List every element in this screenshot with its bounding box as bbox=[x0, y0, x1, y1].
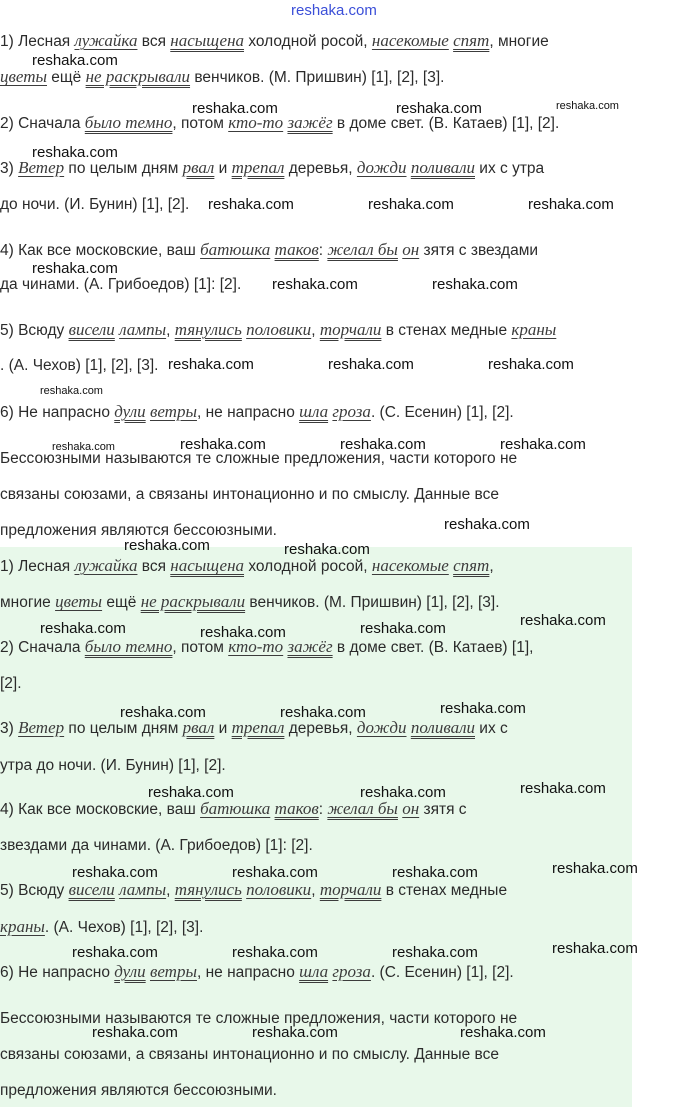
watermark: reshaka.com bbox=[32, 260, 118, 277]
watermark: reshaka.com bbox=[52, 441, 115, 453]
answer-sentence-5-line-1: 5) Всюду висели лампы, тянулись половики, торчали в стенах медные bbox=[0, 880, 508, 899]
predicate: желал бы bbox=[327, 240, 398, 259]
watermark: reshaka.com bbox=[552, 940, 638, 957]
watermark: reshaka.com bbox=[340, 436, 426, 453]
watermark: reshaka.com bbox=[40, 385, 103, 397]
predicate: насыщена bbox=[170, 556, 245, 575]
watermark: reshaka.com bbox=[520, 780, 606, 797]
sentence-6: 6) Не напрасно дули ветры, не напрасно шла гроза. (С. Есенин) [1], [2]. bbox=[0, 402, 514, 421]
subject: батюшка bbox=[200, 240, 271, 259]
sentence-5-line-2: . (А. Чехов) [1], [2], [3]. bbox=[0, 357, 159, 374]
subject: ветры bbox=[149, 402, 197, 421]
predicate: не раскрывали bbox=[140, 592, 246, 611]
watermark: reshaka.com bbox=[200, 624, 286, 641]
predicate: таков bbox=[274, 240, 319, 259]
predicate: дули bbox=[114, 962, 146, 981]
watermark: reshaka.com bbox=[500, 436, 586, 453]
answer-sentence-1-line-1: 1) Лесная лужайка вся насыщена холодной росой, насекомые спят, bbox=[0, 556, 494, 575]
answer-conclusion-line-1: Бессоюзными называются те сложные предложения, части которого не bbox=[0, 1010, 518, 1027]
subject: лампы bbox=[119, 320, 167, 339]
subject: гроза bbox=[332, 962, 371, 981]
subject: ветры bbox=[149, 962, 197, 981]
predicate: не раскрывали bbox=[85, 67, 191, 86]
predicate: висели bbox=[68, 880, 115, 899]
watermark: reshaka.com bbox=[32, 52, 118, 69]
watermark: reshaka.com bbox=[460, 1024, 546, 1041]
site-watermark-top: reshaka.com bbox=[291, 2, 377, 19]
subject: краны bbox=[511, 320, 557, 339]
watermark: reshaka.com bbox=[124, 537, 210, 554]
subject: половики bbox=[246, 880, 312, 899]
sentence-4-line-2: да чинами. (А. Грибоедов) [1]: [2]. bbox=[0, 276, 242, 293]
predicate: поливали bbox=[410, 718, 475, 737]
subject: батюшка bbox=[200, 799, 271, 818]
predicate: торчали bbox=[319, 880, 382, 899]
answer-sentence-2-line-1: 2) Сначала было темно, потом кто-то зажёг в доме свет. (В. Катаев) [1], bbox=[0, 637, 534, 656]
predicate: насыщена bbox=[170, 31, 245, 50]
watermark: reshaka.com bbox=[72, 944, 158, 961]
answer-sentence-6: 6) Не напрасно дули ветры, не напрасно шла гроза. (С. Есенин) [1], [2]. bbox=[0, 962, 514, 981]
watermark: reshaka.com bbox=[232, 944, 318, 961]
watermark: reshaka.com bbox=[32, 144, 118, 161]
predicate: рвал bbox=[182, 158, 215, 177]
predicate: зажёг bbox=[287, 637, 333, 656]
subject: половики bbox=[246, 320, 312, 339]
predicate: было темно bbox=[84, 113, 173, 132]
subject: дожди bbox=[356, 158, 407, 177]
watermark: reshaka.com bbox=[180, 436, 266, 453]
watermark: reshaka.com bbox=[40, 620, 126, 637]
subject: он bbox=[402, 240, 420, 259]
subject: лужайка bbox=[74, 31, 138, 50]
predicate: торчали bbox=[319, 320, 382, 339]
predicate: шла bbox=[299, 402, 329, 421]
answer-sentence-1-line-2: многие цветы ещё не раскрывали венчиков. (М. Пришвин) [1], [2], [3]. bbox=[0, 592, 500, 611]
watermark: reshaka.com bbox=[360, 620, 446, 637]
predicate: дули bbox=[114, 402, 146, 421]
answer-conclusion-line-2: связаны союзами, а связаны интонационно и по смыслу. Данные все bbox=[0, 1046, 499, 1063]
watermark: reshaka.com bbox=[440, 700, 526, 717]
answer-sentence-3-line-2: утра до ночи. (И. Бунин) [1], [2]. bbox=[0, 757, 226, 774]
watermark: reshaka.com bbox=[168, 356, 254, 373]
predicate: шла bbox=[299, 962, 329, 981]
watermark: reshaka.com bbox=[72, 864, 158, 881]
watermark: reshaka.com bbox=[392, 944, 478, 961]
predicate: тянулись bbox=[174, 320, 242, 339]
answer-sentence-4-line-2: звездами да чинами. (А. Грибоедов) [1]: [2]. bbox=[0, 837, 313, 854]
subject: дожди bbox=[356, 718, 407, 737]
watermark: reshaka.com bbox=[528, 196, 614, 213]
watermark: reshaka.com bbox=[556, 100, 619, 112]
watermark: reshaka.com bbox=[120, 704, 206, 721]
subject: лужайка bbox=[74, 556, 138, 575]
watermark: reshaka.com bbox=[444, 516, 530, 533]
watermark: reshaka.com bbox=[92, 1024, 178, 1041]
subject: кто-то bbox=[228, 113, 284, 132]
sentence-1-line-1: 1) Лесная лужайка вся насыщена холодной росой, насекомые спят, многие bbox=[0, 31, 549, 50]
predicate: зажёг bbox=[287, 113, 333, 132]
sentence-5-line-1: 5) Всюду висели лампы, тянулись половики, торчали в стенах медные краны bbox=[0, 320, 557, 339]
watermark: reshaka.com bbox=[360, 784, 446, 801]
predicate: поливали bbox=[410, 158, 475, 177]
subject: насекомые bbox=[371, 556, 449, 575]
subject: цветы bbox=[0, 67, 47, 86]
subject: гроза bbox=[332, 402, 371, 421]
sentence-3-line-2: до ночи. (И. Бунин) [1], [2]. bbox=[0, 196, 190, 213]
watermark: reshaka.com bbox=[284, 541, 370, 558]
predicate: висели bbox=[68, 320, 115, 339]
predicate: было темно bbox=[84, 637, 173, 656]
watermark: reshaka.com bbox=[488, 356, 574, 373]
answer-sentence-4-line-1: 4) Как все московские, ваш батюшка таков: желал бы он зятя с bbox=[0, 799, 467, 818]
conclusion-line-1: Бессоюзными называются те сложные предложения, части которого не bbox=[0, 450, 518, 467]
predicate: тянулись bbox=[174, 880, 242, 899]
subject: Ветер bbox=[18, 718, 65, 737]
watermark: reshaka.com bbox=[208, 196, 294, 213]
answer-sentence-3-line-1: 3) Ветер по целым дням рвал и трепал деревья, дожди поливали их с bbox=[0, 718, 508, 737]
watermark: reshaka.com bbox=[552, 860, 638, 877]
watermark: reshaka.com bbox=[328, 356, 414, 373]
subject: кто-то bbox=[228, 637, 284, 656]
sentence-3-line-1: 3) Ветер по целым дням рвал и трепал деревья, дожди поливали их с утра bbox=[0, 158, 545, 177]
predicate: рвал bbox=[182, 718, 215, 737]
watermark: reshaka.com bbox=[252, 1024, 338, 1041]
answer-sentence-2-line-2: [2]. bbox=[0, 675, 22, 692]
watermark: reshaka.com bbox=[392, 864, 478, 881]
predicate: спят bbox=[453, 556, 490, 575]
watermark: reshaka.com bbox=[432, 276, 518, 293]
watermark: reshaka.com bbox=[520, 612, 606, 629]
sentence-1-line-2: цветы ещё не раскрывали венчиков. (М. Пришвин) [1], [2], [3]. bbox=[0, 67, 445, 86]
sentence-2: 2) Сначала было темно, потом кто-то зажёг в доме свет. (В. Катаев) [1], [2]. bbox=[0, 113, 560, 132]
sentence-4-line-1: 4) Как все московские, ваш батюшка таков: желал бы он зятя с звездами bbox=[0, 240, 539, 259]
answer-sentence-5-line-2: краны. (А. Чехов) [1], [2], [3]. bbox=[0, 917, 204, 936]
predicate: трепал bbox=[231, 718, 285, 737]
watermark: reshaka.com bbox=[368, 196, 454, 213]
watermark: reshaka.com bbox=[280, 704, 366, 721]
predicate: спят bbox=[453, 31, 490, 50]
answer-conclusion-line-3: предложения являются бессоюзными. bbox=[0, 1082, 277, 1099]
watermark: reshaka.com bbox=[148, 784, 234, 801]
subject: цветы bbox=[55, 592, 103, 611]
predicate: таков bbox=[274, 799, 319, 818]
subject: насекомые bbox=[371, 31, 449, 50]
watermark: reshaka.com bbox=[192, 100, 278, 117]
watermark: reshaka.com bbox=[272, 276, 358, 293]
subject: он bbox=[402, 799, 420, 818]
predicate: желал бы bbox=[327, 799, 398, 818]
predicate: трепал bbox=[231, 158, 285, 177]
watermark: reshaka.com bbox=[232, 864, 318, 881]
subject: лампы bbox=[119, 880, 167, 899]
watermark: reshaka.com bbox=[396, 100, 482, 117]
subject: Ветер bbox=[18, 158, 65, 177]
conclusion-line-3: предложения являются бессоюзными. bbox=[0, 522, 277, 539]
subject: краны bbox=[0, 917, 45, 936]
conclusion-line-2: связаны союзами, а связаны интонационно и по смыслу. Данные все bbox=[0, 486, 499, 503]
